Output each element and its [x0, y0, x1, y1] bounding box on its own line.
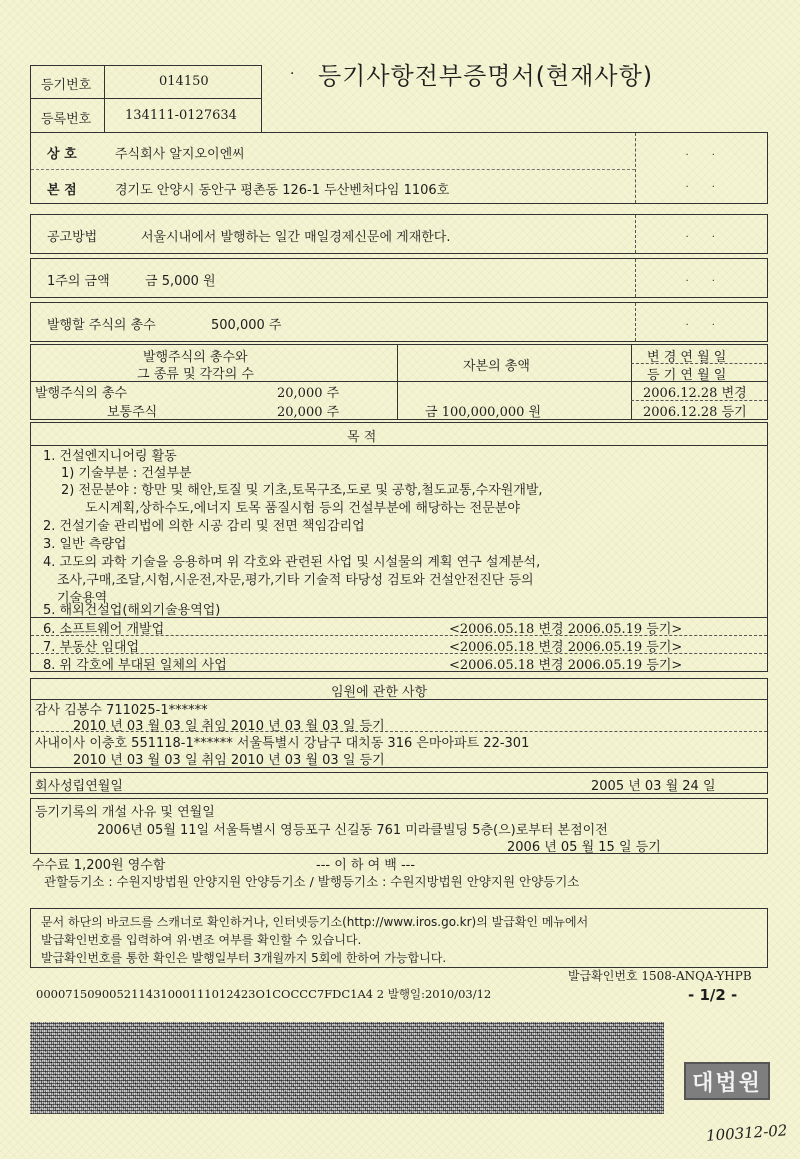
purpose-line-2: 1) 기술부분 : 건설부분: [61, 466, 192, 481]
company-name-label: 상 호: [47, 147, 77, 162]
verification-notice-box: [30, 908, 768, 968]
handwritten-note: 100312-02: [705, 1121, 788, 1145]
authorized-shares-value: 500,000 주: [211, 318, 282, 333]
purpose-box: [30, 422, 768, 672]
established-label: 회사성립연월일: [35, 779, 123, 794]
amended-purpose-8: 8. 위 각호에 부대된 일체의 사업: [43, 658, 227, 673]
common-stock-value: 20,000 주: [277, 405, 340, 420]
verification-line-3: 발급확인번호를 통한 확인은 발행일부터 3개월까지 5회에 한하여 가능합니다.: [41, 951, 447, 965]
established-box: [30, 772, 768, 794]
record-opening-line1: 2006년 05월 11일 서울특별시 영등포구 신길동 761 미라클빌딩 5층(으)로부터 본점이전: [97, 823, 608, 838]
corp-number-value: 134111-0127634: [125, 108, 237, 123]
total-issued-label: 발행주식의 총수: [35, 386, 128, 401]
issued-header-line2: 그 종류 및 각각의 수: [137, 367, 254, 382]
document-title: 등기사항전부증명서(현재사항): [318, 62, 654, 90]
notice-label: 공고방법: [47, 230, 98, 245]
purpose-heading: 목 적: [347, 430, 377, 445]
reg-number-label: 등기번호: [41, 78, 92, 93]
verification-line-1: 문서 하단의 바코드를 스캐너로 확인하거나, 인터넷등기소(http://www.iros.go.kr)의 발급확인 메뉴에서: [41, 915, 589, 929]
purpose-line-1: 1. 건설엔지니어링 활동: [43, 449, 177, 464]
record-opening-box: [30, 798, 768, 854]
reg-number-box: [30, 65, 262, 133]
purpose-line-8: 조사,구매,조달,시험,시운전,자문,평가,기타 기술적 타당성 검토와 건설안전진단 등의: [57, 573, 534, 588]
change-date-header: 변 경 연 월 일: [647, 350, 727, 365]
purpose-line-10: 5. 해외건설업(해외기술용역업): [43, 603, 221, 618]
amended-purpose-7: 7. 부동산 임대업: [43, 640, 140, 655]
authorized-shares-label: 발행할 주식의 총수: [47, 318, 156, 333]
amended-purpose-6: 6. 소프트웨어 개발업: [43, 622, 165, 637]
reg-number-value: 014150: [159, 74, 209, 89]
document-barcode: [30, 1022, 664, 1114]
head-office-value: 경기도 안양시 동안구 평촌동 126-1 두산벤처다임 1106호: [115, 183, 450, 198]
purpose-line-7: 4. 고도의 과학 기술을 응용하며 위 각호와 관련된 사업 및 시설물의 계획 연구 설계분석,: [43, 555, 541, 570]
purpose-line-3: 2) 전문분야 : 항만 및 해안,토질 및 기초,토목구조,도로 및 공항,철도교통,수자원개발,: [61, 483, 543, 498]
share-price-value: 금 5,000 원: [145, 274, 216, 289]
serial-and-issue-date: 000071509005211431000111012423O1COCCC7FDC1A4 2 발행일:2010/03/12: [36, 987, 492, 1001]
common-stock-date: 2006.12.28 등기: [643, 405, 747, 420]
purpose-line-4: 도시계획,상하수도,에너지 토목 품질시험 등의 건설부분에 해당하는 전문분야: [85, 501, 520, 516]
total-issued-value: 20,000 주: [277, 386, 340, 401]
total-issued-date: 2006.12.28 변경: [643, 386, 747, 401]
issued-header-line1: 발행주식의 총수와: [143, 350, 248, 365]
registry-offices: 관할등기소 : 수원지방법원 안양지원 안양등기소 / 발행등기소 : 수원지방법원 안양지원 안양등기소: [44, 874, 580, 889]
issued-shares-table: [30, 344, 768, 420]
company-name-value: 주식회사 알지오이엔씨: [115, 147, 245, 162]
notice-value: 서울시내에서 발행하는 일간 매일경제신문에 게재한다.: [141, 230, 451, 245]
issue-confirmation-number: 발급확인번호 1508-ANQA-YHPB: [568, 969, 752, 983]
corp-number-label: 등록번호: [41, 112, 92, 127]
head-office-label: 본 점: [47, 183, 77, 198]
auditor-dates: 2010 년 03 월 03 일 취임 2010 년 03 월 03 일 등기: [73, 719, 385, 734]
share-price-label: 1주의 금액: [47, 274, 110, 289]
notice-box: . . 공고방법 서울시내에서 발행하는 일간 매일경제신문에 게재한다.: [30, 214, 768, 254]
record-opening-label: 등기기록의 개설 사유 및 연월일: [35, 805, 215, 820]
verification-line-2: 발급확인번호를 입력하여 위·변조 여부를 확인할 수 있습니다.: [41, 933, 362, 947]
officers-heading: 임원에 관한 사항: [331, 685, 428, 700]
end-mark: --- 이 하 여 백 ---: [316, 858, 416, 873]
amended-purpose-7-date: <2006.05.18 변경 2006.05.19 등기>: [449, 640, 683, 655]
capital-header: 자본의 총액: [463, 359, 530, 374]
director-line: 사내이사 이충호 551118-1****** 서울특별시 강남구 대치동 316 은마아파트 22-301: [35, 736, 530, 751]
purpose-line-9: 기술용역: [57, 591, 108, 606]
company-box: . . . . 상 호 주식회사 알지오이엔씨 본 점 경기도 안양시 동안구 평촌동 126-1 두산벤처다임 1106호: [30, 132, 768, 204]
fee-receipt: 수수료 1,200원 영수함: [32, 858, 166, 873]
director-dates: 2010 년 03 월 03 일 취임 2010 년 03 월 03 일 등기: [73, 753, 385, 768]
established-value: 2005 년 03 월 24 일: [591, 779, 716, 794]
page-number: - 1/2 -: [688, 986, 738, 1004]
title-dot: ·: [290, 66, 295, 82]
supreme-court-seal: 대법원: [684, 1062, 770, 1100]
common-stock-label: 보통주식: [107, 405, 158, 420]
purpose-line-6: 3. 일반 측량업: [43, 537, 127, 552]
officers-box: [30, 678, 768, 768]
record-opening-line2: 2006 년 05 월 15 일 등기: [507, 840, 661, 855]
amended-purpose-8-date: <2006.05.18 변경 2006.05.19 등기>: [449, 658, 683, 673]
capital-value: 금 100,000,000 원: [425, 405, 542, 420]
auditor-line: 감사 김봉수 711025-1******: [35, 703, 208, 718]
amended-purpose-6-date: <2006.05.18 변경 2006.05.19 등기>: [449, 622, 683, 637]
purpose-line-5: 2. 건설기술 관리법에 의한 시공 감리 및 전면 책임감리업: [43, 519, 365, 534]
authorized-shares-box: . . 발행할 주식의 총수 500,000 주: [30, 302, 768, 342]
share-price-box: . . 1주의 금액 금 5,000 원: [30, 258, 768, 298]
registration-date-header: 등 기 연 월 일: [647, 368, 727, 383]
